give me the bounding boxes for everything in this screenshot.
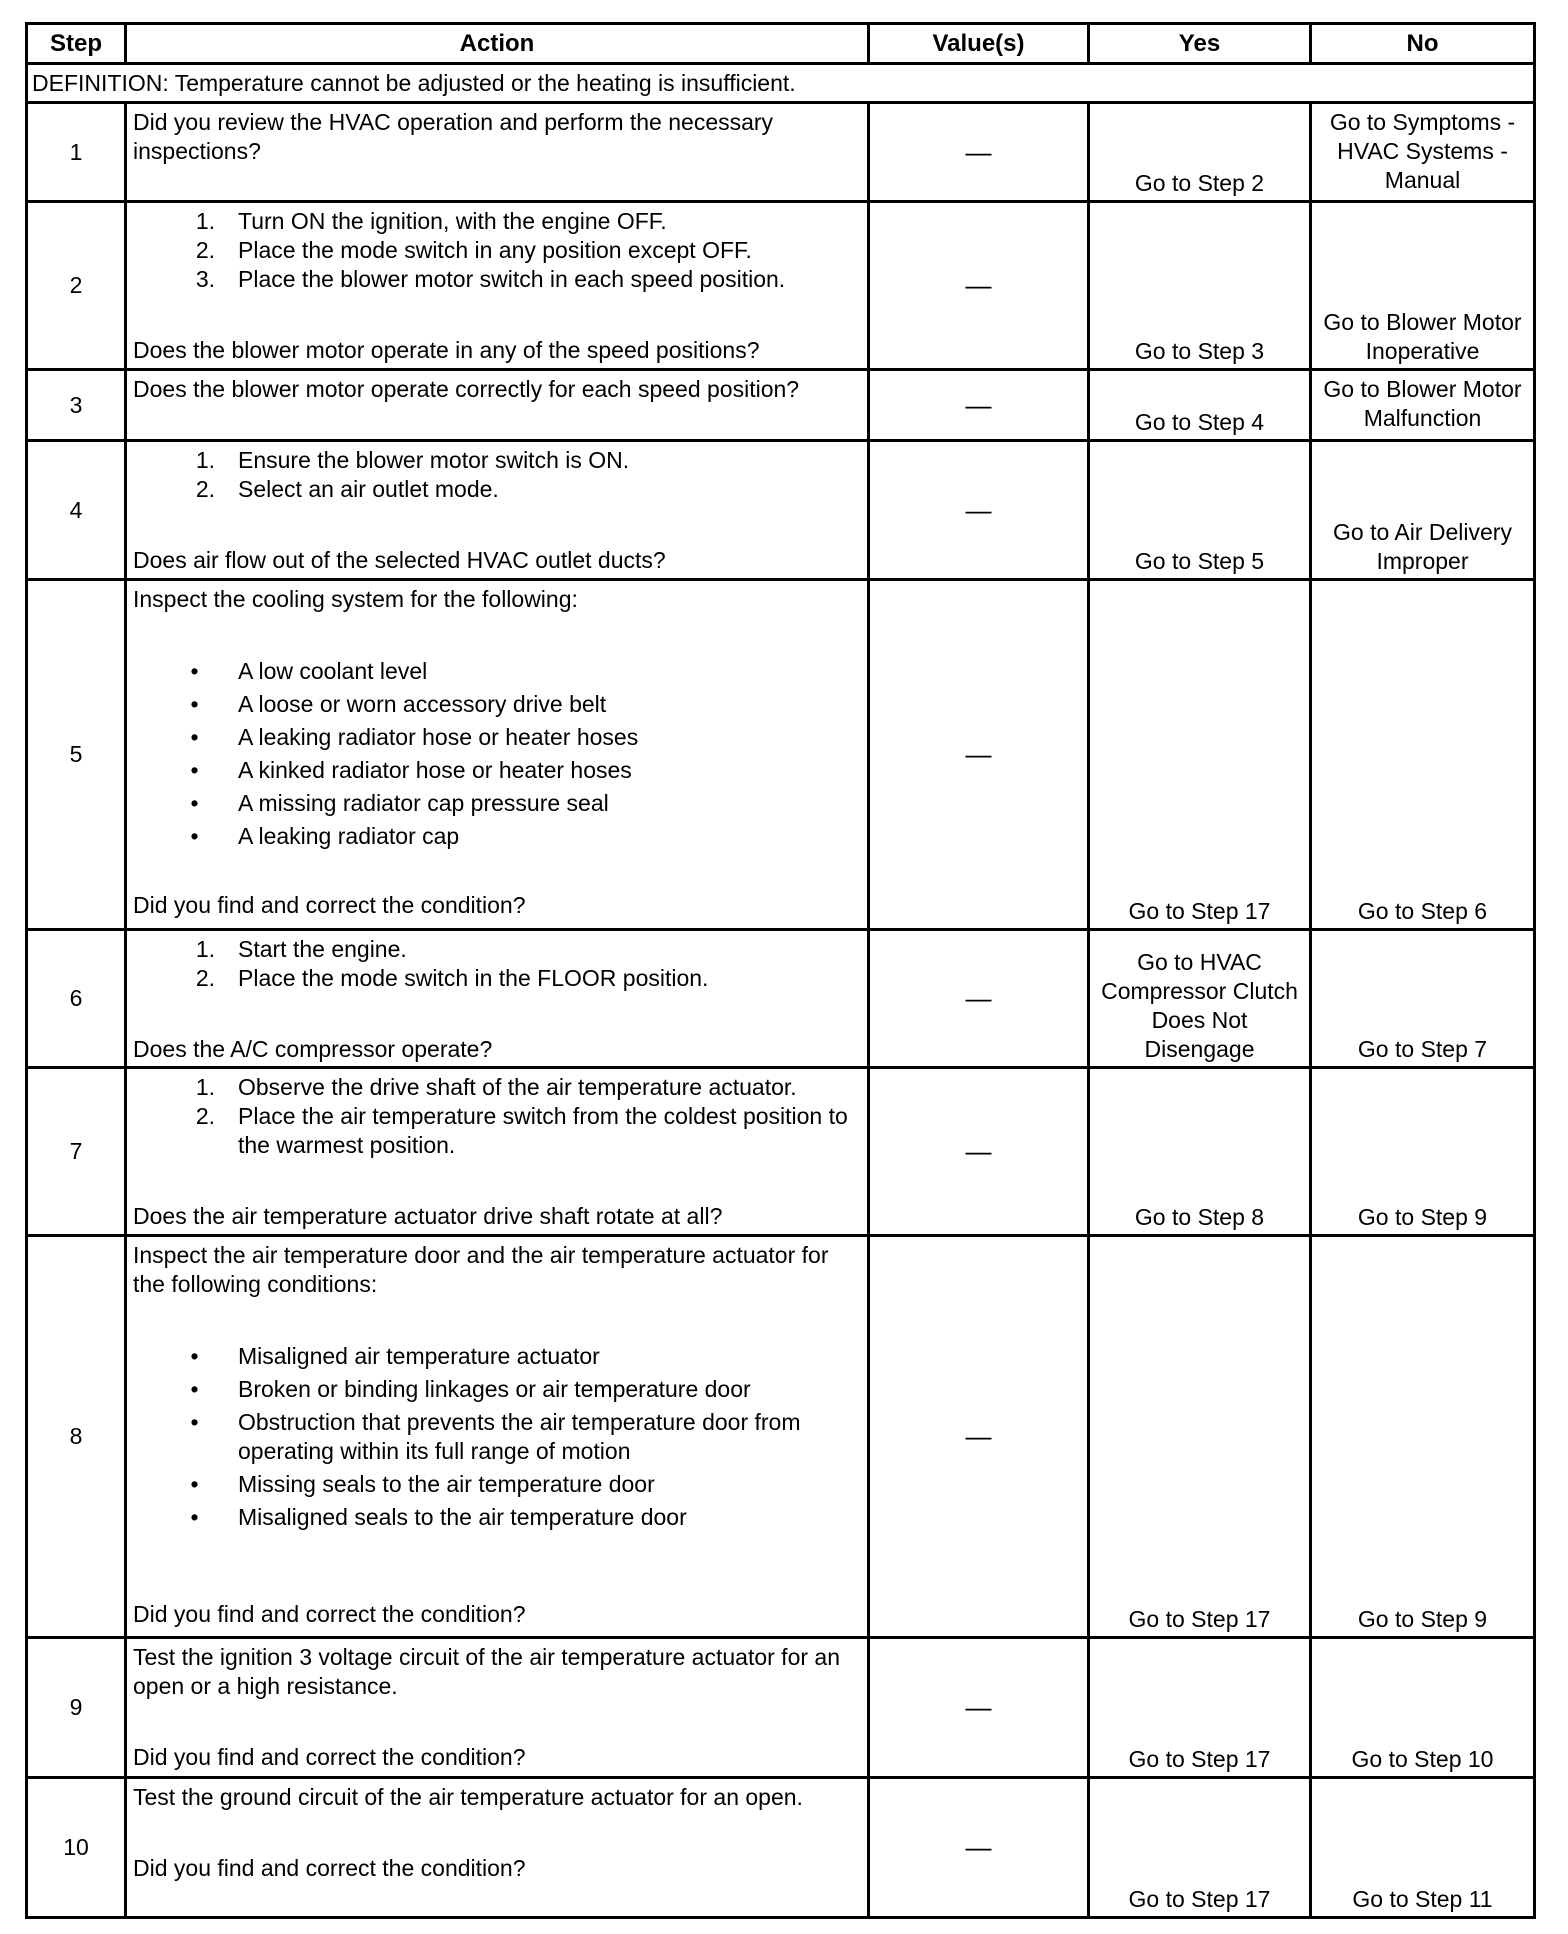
yes-cell: Go to Step 17 xyxy=(1089,1778,1311,1918)
yes-cell: Go to Step 17 xyxy=(1089,580,1311,930)
list-item: • Missing seals to the air temperature door xyxy=(133,1470,861,1499)
question-text: Does air flow out of the selected HVAC outlet ducts? xyxy=(133,547,666,573)
list-item: 1. Turn ON the ignition, with the engine OFF. xyxy=(195,208,667,234)
no-cell: Go to Step 9 xyxy=(1311,1236,1535,1638)
list-item: 1. Observe the drive shaft of the air temperature actuator. xyxy=(195,1074,797,1100)
table-row xyxy=(27,580,1535,930)
table-row xyxy=(27,370,1535,441)
list-item: • Misaligned air temperature actuator xyxy=(133,1342,861,1371)
header-no: No xyxy=(1311,24,1535,64)
yes-cell: Go to Step 2 xyxy=(1089,103,1311,202)
bullet-list xyxy=(133,657,861,851)
list-item: 2. Select an air outlet mode. xyxy=(195,476,499,502)
list-item: 1. Start the engine. xyxy=(195,936,407,962)
value-cell: — xyxy=(869,103,1089,202)
table-row xyxy=(27,1638,1535,1778)
list-item: • A loose or worn accessory drive belt xyxy=(133,690,861,719)
header-yes: Yes xyxy=(1089,24,1311,64)
list-item: • Broken or binding linkages or air temperature door xyxy=(133,1375,861,1404)
action-text: Inspect the cooling system for the following: xyxy=(133,586,578,612)
question-text: Did you find and correct the condition? xyxy=(133,1744,526,1770)
numbered-list xyxy=(133,1073,861,1160)
action-cell xyxy=(126,103,869,202)
numbered-list xyxy=(133,935,861,993)
no-cell: Go to Symptoms - HVAC Systems - Manual xyxy=(1311,103,1535,202)
action-text: Test the ignition 3 voltage circuit of the air temperature actuator for an open or a high resistance. xyxy=(133,1644,840,1699)
no-cell: Go to Air Delivery Improper xyxy=(1311,441,1535,580)
step-number: 3 xyxy=(27,370,126,441)
action-cell xyxy=(126,441,869,580)
question-text: Did you find and correct the condition? xyxy=(133,1601,526,1627)
step-number: 7 xyxy=(27,1068,126,1236)
action-cell xyxy=(126,580,869,930)
no-cell: Go to Step 9 xyxy=(1311,1068,1535,1236)
action-cell xyxy=(126,1778,869,1918)
action-text: Did you review the HVAC operation and perform the necessary inspections? xyxy=(133,109,774,164)
no-cell: Go to Step 10 xyxy=(1311,1638,1535,1778)
action-text: Inspect the air temperature door and the air temperature actuator for the following conditions: xyxy=(133,1242,829,1297)
list-item: • A missing radiator cap pressure seal xyxy=(133,789,861,818)
question-text: Does the air temperature actuator drive shaft rotate at all? xyxy=(133,1203,723,1229)
no-cell: Go to Step 11 xyxy=(1311,1778,1535,1918)
definition-row xyxy=(27,64,1535,103)
no-cell: Go to Blower Motor Inoperative xyxy=(1311,202,1535,370)
value-cell: — xyxy=(869,1778,1089,1918)
numbered-list xyxy=(133,446,861,504)
list-item: 1. Ensure the blower motor switch is ON. xyxy=(195,447,630,473)
numbered-list xyxy=(133,207,861,294)
table-row xyxy=(27,1236,1535,1638)
list-item: • A low coolant level xyxy=(133,657,861,686)
action-text: Does the blower motor operate correctly for each speed position? xyxy=(133,376,800,402)
diagnostic-table xyxy=(25,22,1536,1919)
list-item: 2. Place the air temperature switch from the coldest position to the warmest position. xyxy=(195,1103,848,1158)
header-values: Value(s) xyxy=(869,24,1089,64)
list-item: 2. Place the mode switch in the FLOOR position. xyxy=(195,965,709,991)
action-cell xyxy=(126,1068,869,1236)
no-cell: Go to Step 6 xyxy=(1311,580,1535,930)
value-cell: — xyxy=(869,441,1089,580)
question-text: Did you find and correct the condition? xyxy=(133,892,526,918)
action-cell xyxy=(126,1236,869,1638)
list-item: • Obstruction that prevents the air temperature door from operating within its full range of motion xyxy=(133,1408,861,1466)
list-item: • A kinked radiator hose or heater hoses xyxy=(133,756,861,785)
no-cell: Go to Blower Motor Malfunction xyxy=(1311,370,1535,441)
yes-cell: Go to Step 17 xyxy=(1089,1236,1311,1638)
question-text: Does the blower motor operate in any of the speed positions? xyxy=(133,337,760,363)
yes-cell: Go to Step 3 xyxy=(1089,202,1311,370)
header-row xyxy=(27,24,1535,64)
table-row xyxy=(27,1068,1535,1236)
value-cell: — xyxy=(869,930,1089,1068)
table-row xyxy=(27,1778,1535,1918)
question-text: Did you find and correct the condition? xyxy=(133,1855,526,1881)
value-cell: — xyxy=(869,1068,1089,1236)
action-cell xyxy=(126,930,869,1068)
action-cell xyxy=(126,202,869,370)
definition: DEFINITION: Temperature cannot be adjusted or the heating is insufficient. xyxy=(27,64,1535,103)
action-cell xyxy=(126,370,869,441)
value-cell: — xyxy=(869,580,1089,930)
action-text: Test the ground circuit of the air temperature actuator for an open. xyxy=(133,1784,803,1810)
step-number: 1 xyxy=(27,103,126,202)
list-item: • Misaligned seals to the air temperature door xyxy=(133,1503,861,1532)
yes-cell: Go to Step 17 xyxy=(1089,1638,1311,1778)
list-item: • A leaking radiator hose or heater hoses xyxy=(133,723,861,752)
step-number: 5 xyxy=(27,580,126,930)
yes-cell: Go to Step 4 xyxy=(1089,370,1311,441)
list-item: • A leaking radiator cap xyxy=(133,822,861,851)
header-step: Step xyxy=(27,24,126,64)
value-cell: — xyxy=(869,202,1089,370)
value-cell: — xyxy=(869,370,1089,441)
table-row xyxy=(27,103,1535,202)
step-number: 6 xyxy=(27,930,126,1068)
yes-cell: Go to Step 5 xyxy=(1089,441,1311,580)
action-cell xyxy=(126,1638,869,1778)
list-item: 3. Place the blower motor switch in each speed position. xyxy=(195,266,786,292)
step-number: 9 xyxy=(27,1638,126,1778)
table-row xyxy=(27,441,1535,580)
yes-cell: Go to HVAC Compressor Clutch Does Not Disengage xyxy=(1089,930,1311,1068)
value-cell: — xyxy=(869,1638,1089,1778)
no-cell: Go to Step 7 xyxy=(1311,930,1535,1068)
step-number: 2 xyxy=(27,202,126,370)
bullet-list xyxy=(133,1342,861,1532)
step-number: 8 xyxy=(27,1236,126,1638)
list-item: 2. Place the mode switch in any position except OFF. xyxy=(195,237,752,263)
step-number: 10 xyxy=(27,1778,126,1918)
header-action: Action xyxy=(126,24,869,64)
table-row xyxy=(27,930,1535,1068)
question-text: Does the A/C compressor operate? xyxy=(133,1036,493,1062)
yes-cell: Go to Step 8 xyxy=(1089,1068,1311,1236)
table-row xyxy=(27,202,1535,370)
step-number: 4 xyxy=(27,441,126,580)
value-cell: — xyxy=(869,1236,1089,1638)
